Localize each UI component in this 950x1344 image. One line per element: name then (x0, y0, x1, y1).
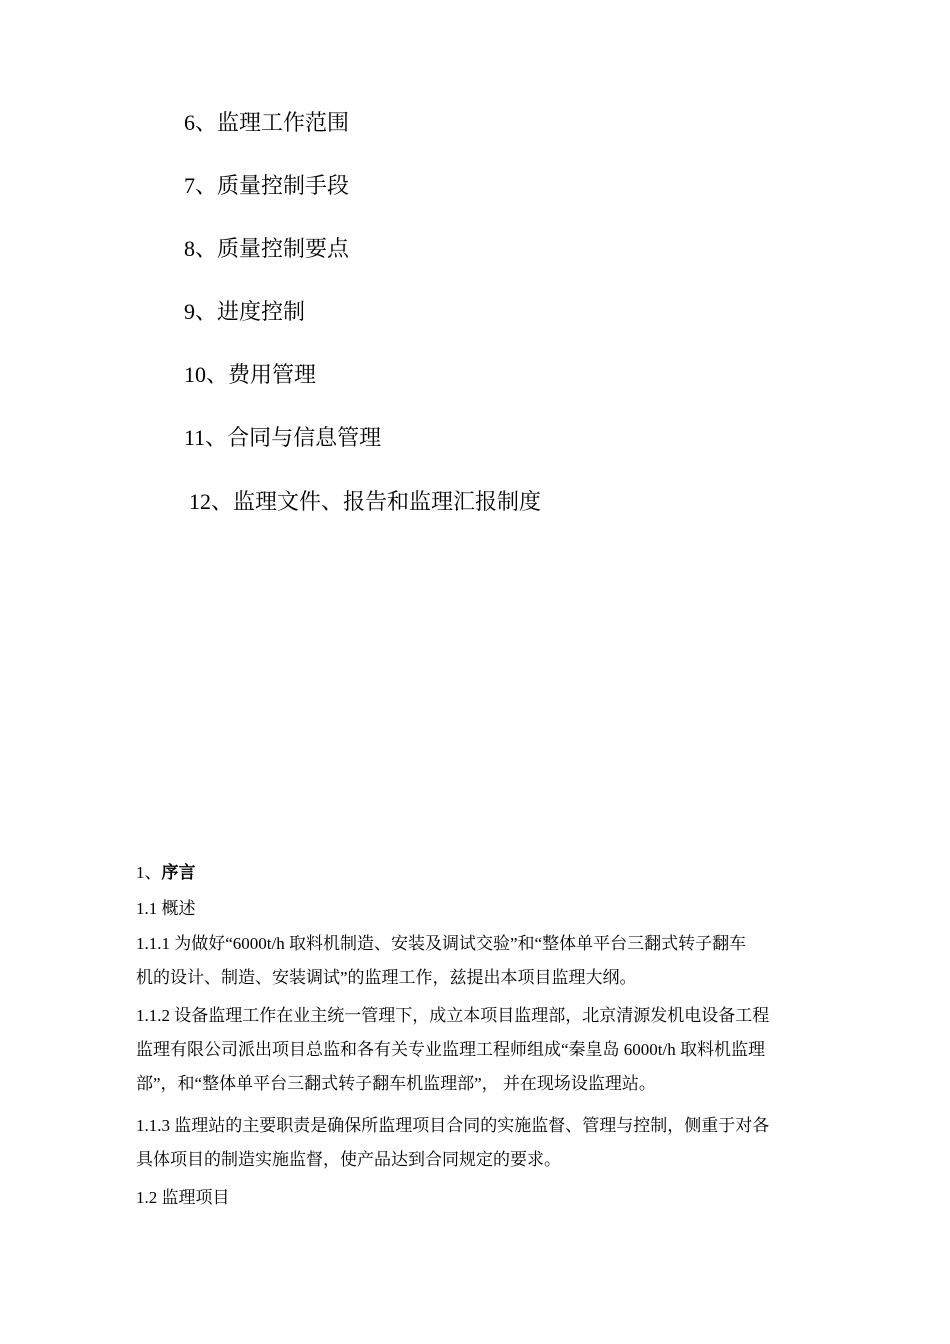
section-heading (136, 858, 856, 888)
paragraph-line: 具体项目的制造实施监督，使产品达到合同规定的要求。 (136, 1150, 561, 1169)
paragraph-line: 机的设计、制造、安装调试”的监理工作，兹提出本项目监理大纲。 (136, 968, 637, 987)
toc-item-11: 11、合同与信息管理 (184, 425, 382, 450)
subsection-1-1-heading: 1.1 概述 (136, 899, 196, 918)
toc-item-8: 8、质量控制要点 (184, 236, 350, 261)
paragraph-1-1-1 (136, 929, 856, 993)
toc-item-7: 7、质量控制手段 (184, 173, 350, 198)
section-number: 1、 (136, 863, 162, 882)
subsection-1-2-heading: 1.2 监理项目 (136, 1188, 230, 1207)
toc-item-6: 6、监理工作范围 (184, 110, 350, 135)
section-title: 序言 (161, 863, 196, 882)
paragraph-line: 部”，和“整体单平台三翻式转子翻车机监理部”， 并在现场设监理站。 (136, 1074, 656, 1093)
toc-item-10: 10、费用管理 (184, 362, 317, 387)
toc-item-9: 9、进度控制 (184, 299, 306, 324)
paragraph-1-1-3 (136, 1111, 856, 1175)
paragraph-line: 监理有限公司派出项目总监和各有关专业监理工程师组成“秦皇岛 6000t/h 取料机监理 (136, 1040, 765, 1059)
toc-item-12: 12、监理文件、报告和监理汇报制度 (189, 489, 542, 514)
paragraph-line: 1.1.3 监理站的主要职责是确保所监理项目合同的实施监督、管理与控制，侧重于对各 (136, 1116, 770, 1135)
paragraph-1-1-2 (136, 1001, 856, 1099)
paragraph-line: 1.1.2 设备监理工作在业主统一管理下，成立本项目监理部，北京清源发机电设备工程 (136, 1006, 770, 1025)
paragraph-line: 1.1.1 为做好“6000t/h 取料机制造、安装及调试交验”和“整体单平台三翻式转子翻车 (136, 934, 747, 953)
